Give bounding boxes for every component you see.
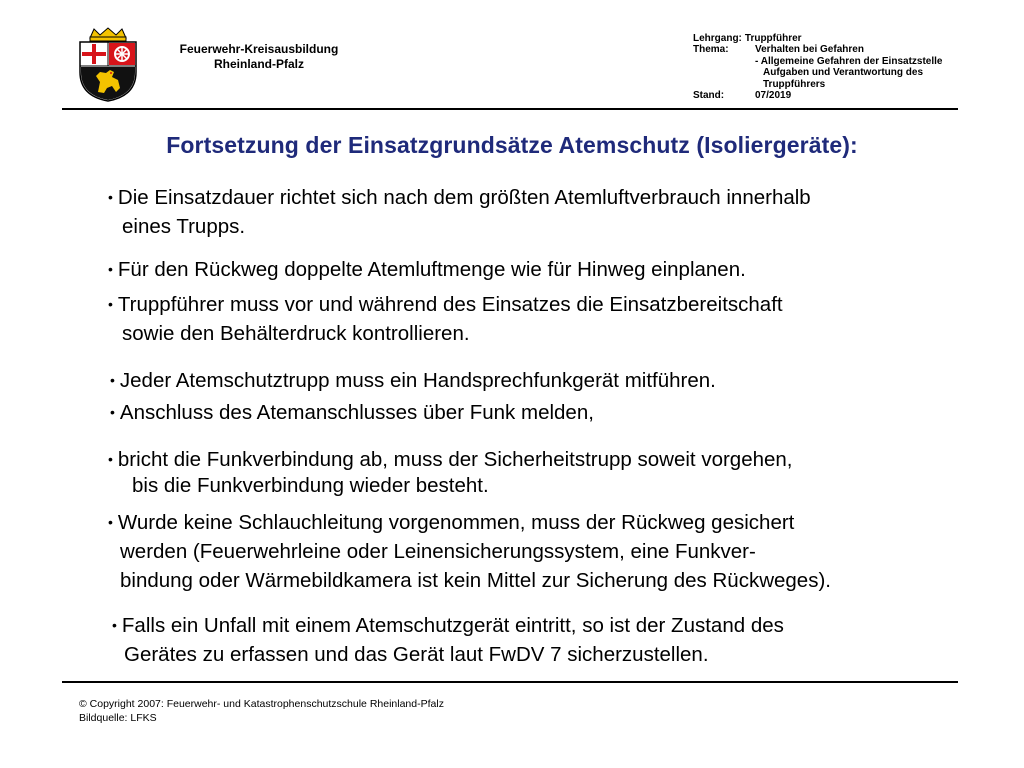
slide-title: Fortsetzung der Einsatzgrundsätze Atemschutz (Isoliergeräte): xyxy=(166,132,858,158)
bullet-item-6 xyxy=(108,445,793,498)
bullet-text: Anschluss des Atemanschlusses über Funk melden, xyxy=(119,401,594,424)
bullet-text-cont: bis die Funkverbindung wieder besteht. xyxy=(132,474,489,497)
bullet-dot: • xyxy=(108,451,113,467)
footer-divider xyxy=(62,681,958,683)
bullet-dot: • xyxy=(108,261,113,277)
bullet-dot: • xyxy=(108,296,113,312)
bullet-text: Jeder Atemschutztrupp muss ein Handsprechfunkgerät mitführen. xyxy=(119,369,716,392)
bullet-item-4 xyxy=(110,366,716,395)
bullet-dot: • xyxy=(112,617,117,633)
organization-name-line2: Rheinland-Pfalz xyxy=(213,57,304,71)
topic-label: Thema: xyxy=(693,44,729,56)
date-value: 07/2019 xyxy=(755,90,792,102)
bullet-item-2 xyxy=(108,255,746,284)
bullet-text-cont: bindung oder Wärmebildkamera ist kein Mittel zur Sicherung des Rückweges). xyxy=(120,569,831,592)
bullet-dot: • xyxy=(110,404,115,420)
bullet-text-cont: Gerätes zu erfassen und das Gerät laut FwDV 7 sicherzustellen. xyxy=(124,643,709,666)
bullet-text-cont: eines Trupps. xyxy=(122,215,246,238)
header-divider xyxy=(62,108,958,110)
copyright-text: © Copyright 2007: Feuerwehr- und Katastrophenschutzschule Rheinland-Pfalz xyxy=(79,698,444,710)
bullet-dot: • xyxy=(108,514,113,530)
bullet-text: Truppführer muss vor und während des Einsatzes die Einsatzbereitschaft xyxy=(117,293,783,316)
course-value: Truppführer xyxy=(744,33,802,44)
bullet-text-cont: werden (Feuerwehrleine oder Leinensicherungssystem, eine Funkver- xyxy=(120,540,756,563)
bullet-text: Wurde keine Schlauchleitung vorgenommen, muss der Rückweg gesichert xyxy=(117,511,795,534)
bullet-text: Falls ein Unfall mit einem Atemschutzgerät eintritt, so ist der Zustand des xyxy=(121,614,784,637)
bullet-item-7 xyxy=(108,508,831,595)
bullet-item-1 xyxy=(108,183,811,241)
topic-line3: Aufgaben und Verantwortung des xyxy=(763,67,924,79)
bullet-dot: • xyxy=(110,372,115,388)
bullet-text: bricht die Funkverbindung ab, muss der Sicherheitstrupp soweit vorgehen, xyxy=(117,448,793,471)
organization-name xyxy=(148,42,370,72)
course-label: Lehrgang: xyxy=(693,33,742,44)
bullet-item-8 xyxy=(112,611,784,669)
bullet-text-cont: sowie den Behälterdruck kontrollieren. xyxy=(122,322,470,345)
topic-value: Verhalten bei Gefahren xyxy=(755,44,864,56)
topic-line2: - Allgemeine Gefahren der Einsatzstelle xyxy=(755,55,943,67)
footer xyxy=(79,697,444,725)
bullet-text: Für den Rückweg doppelte Atemluftmenge wie für Hinweg einplanen. xyxy=(117,258,746,281)
course-meta xyxy=(693,33,942,101)
topic-line4: Truppführers xyxy=(763,78,826,90)
image-source-text: Bildquelle: LFKS xyxy=(79,712,157,724)
bullet-item-3 xyxy=(108,290,783,348)
bullet-dot: • xyxy=(108,189,113,205)
organization-name-line1: Feuerwehr-Kreisausbildung xyxy=(179,42,339,56)
rheinland-pfalz-coat-of-arms-icon xyxy=(76,26,140,102)
bullet-text: Die Einsatzdauer richtet sich nach dem größten Atemluftverbrauch innerhalb xyxy=(117,186,811,209)
date-label: Stand: xyxy=(693,90,725,102)
bullet-item-5 xyxy=(110,398,594,427)
